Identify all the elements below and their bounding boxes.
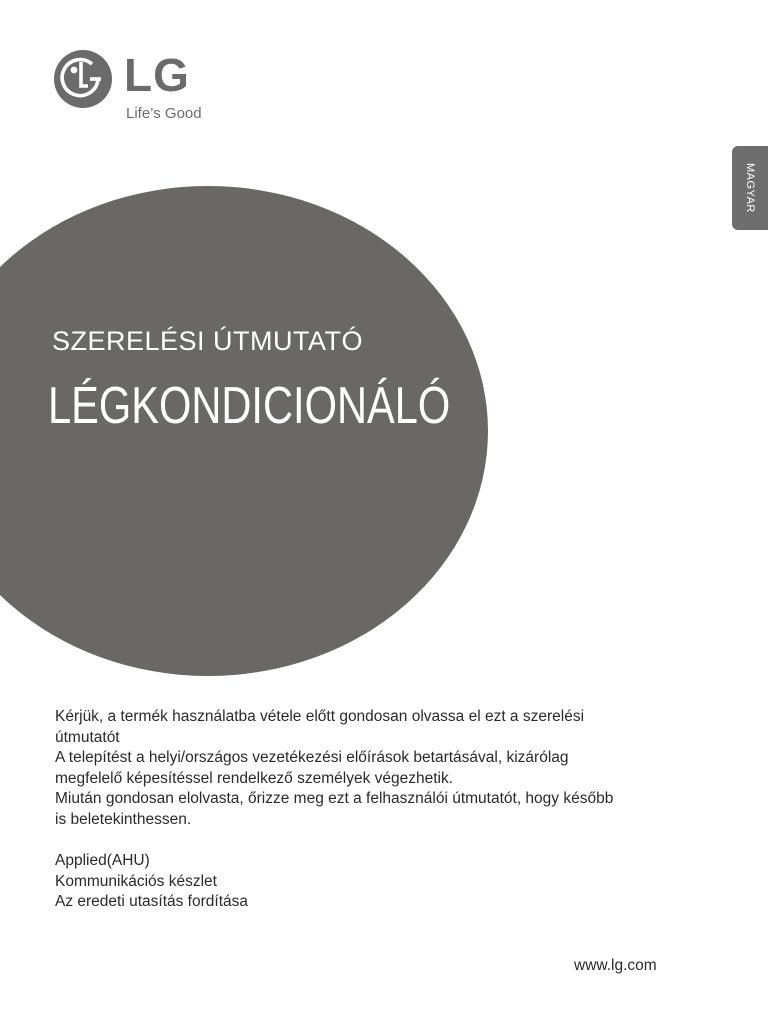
intro-line: Miután gondosan elolvasta, őrizze meg ezt a felhasználói útmutatót, hogy később (55, 790, 614, 807)
intro-text (55, 707, 665, 830)
document-subtitle: SZERELÉSI ÚTMUTATÓ (52, 326, 364, 356)
document-title: LÉGKONDICIONÁLÓ (48, 377, 451, 435)
brand-logo (52, 50, 232, 130)
lg-face-logo-icon (52, 50, 114, 112)
website-url: www.lg.com (574, 957, 657, 974)
note-line: Az eredeti utasítás fordítása (55, 893, 248, 910)
brand-name: LG (124, 49, 190, 101)
intro-line: megfelelő képesítéssel rendelkező személyek végezhetik. (55, 769, 454, 787)
intro-line: Kérjük, a termék használatba vétele előtt gondosan olvassa el ezt a szerelési (55, 708, 585, 725)
note-line: Applied(AHU) (55, 852, 150, 869)
intro-line: is beletekinthessen. (55, 810, 192, 828)
language-label: MAGYAR (744, 163, 756, 213)
note-line: Kommunikációs készlet (55, 872, 217, 890)
intro-line: útmutatót (55, 728, 120, 746)
language-tab (732, 146, 768, 230)
product-notes (55, 851, 455, 913)
intro-line: A telepítést a helyi/országos vezetékezési előírások betartásával, kizárólag (55, 749, 569, 766)
brand-tagline: Life’s Good (126, 105, 202, 122)
